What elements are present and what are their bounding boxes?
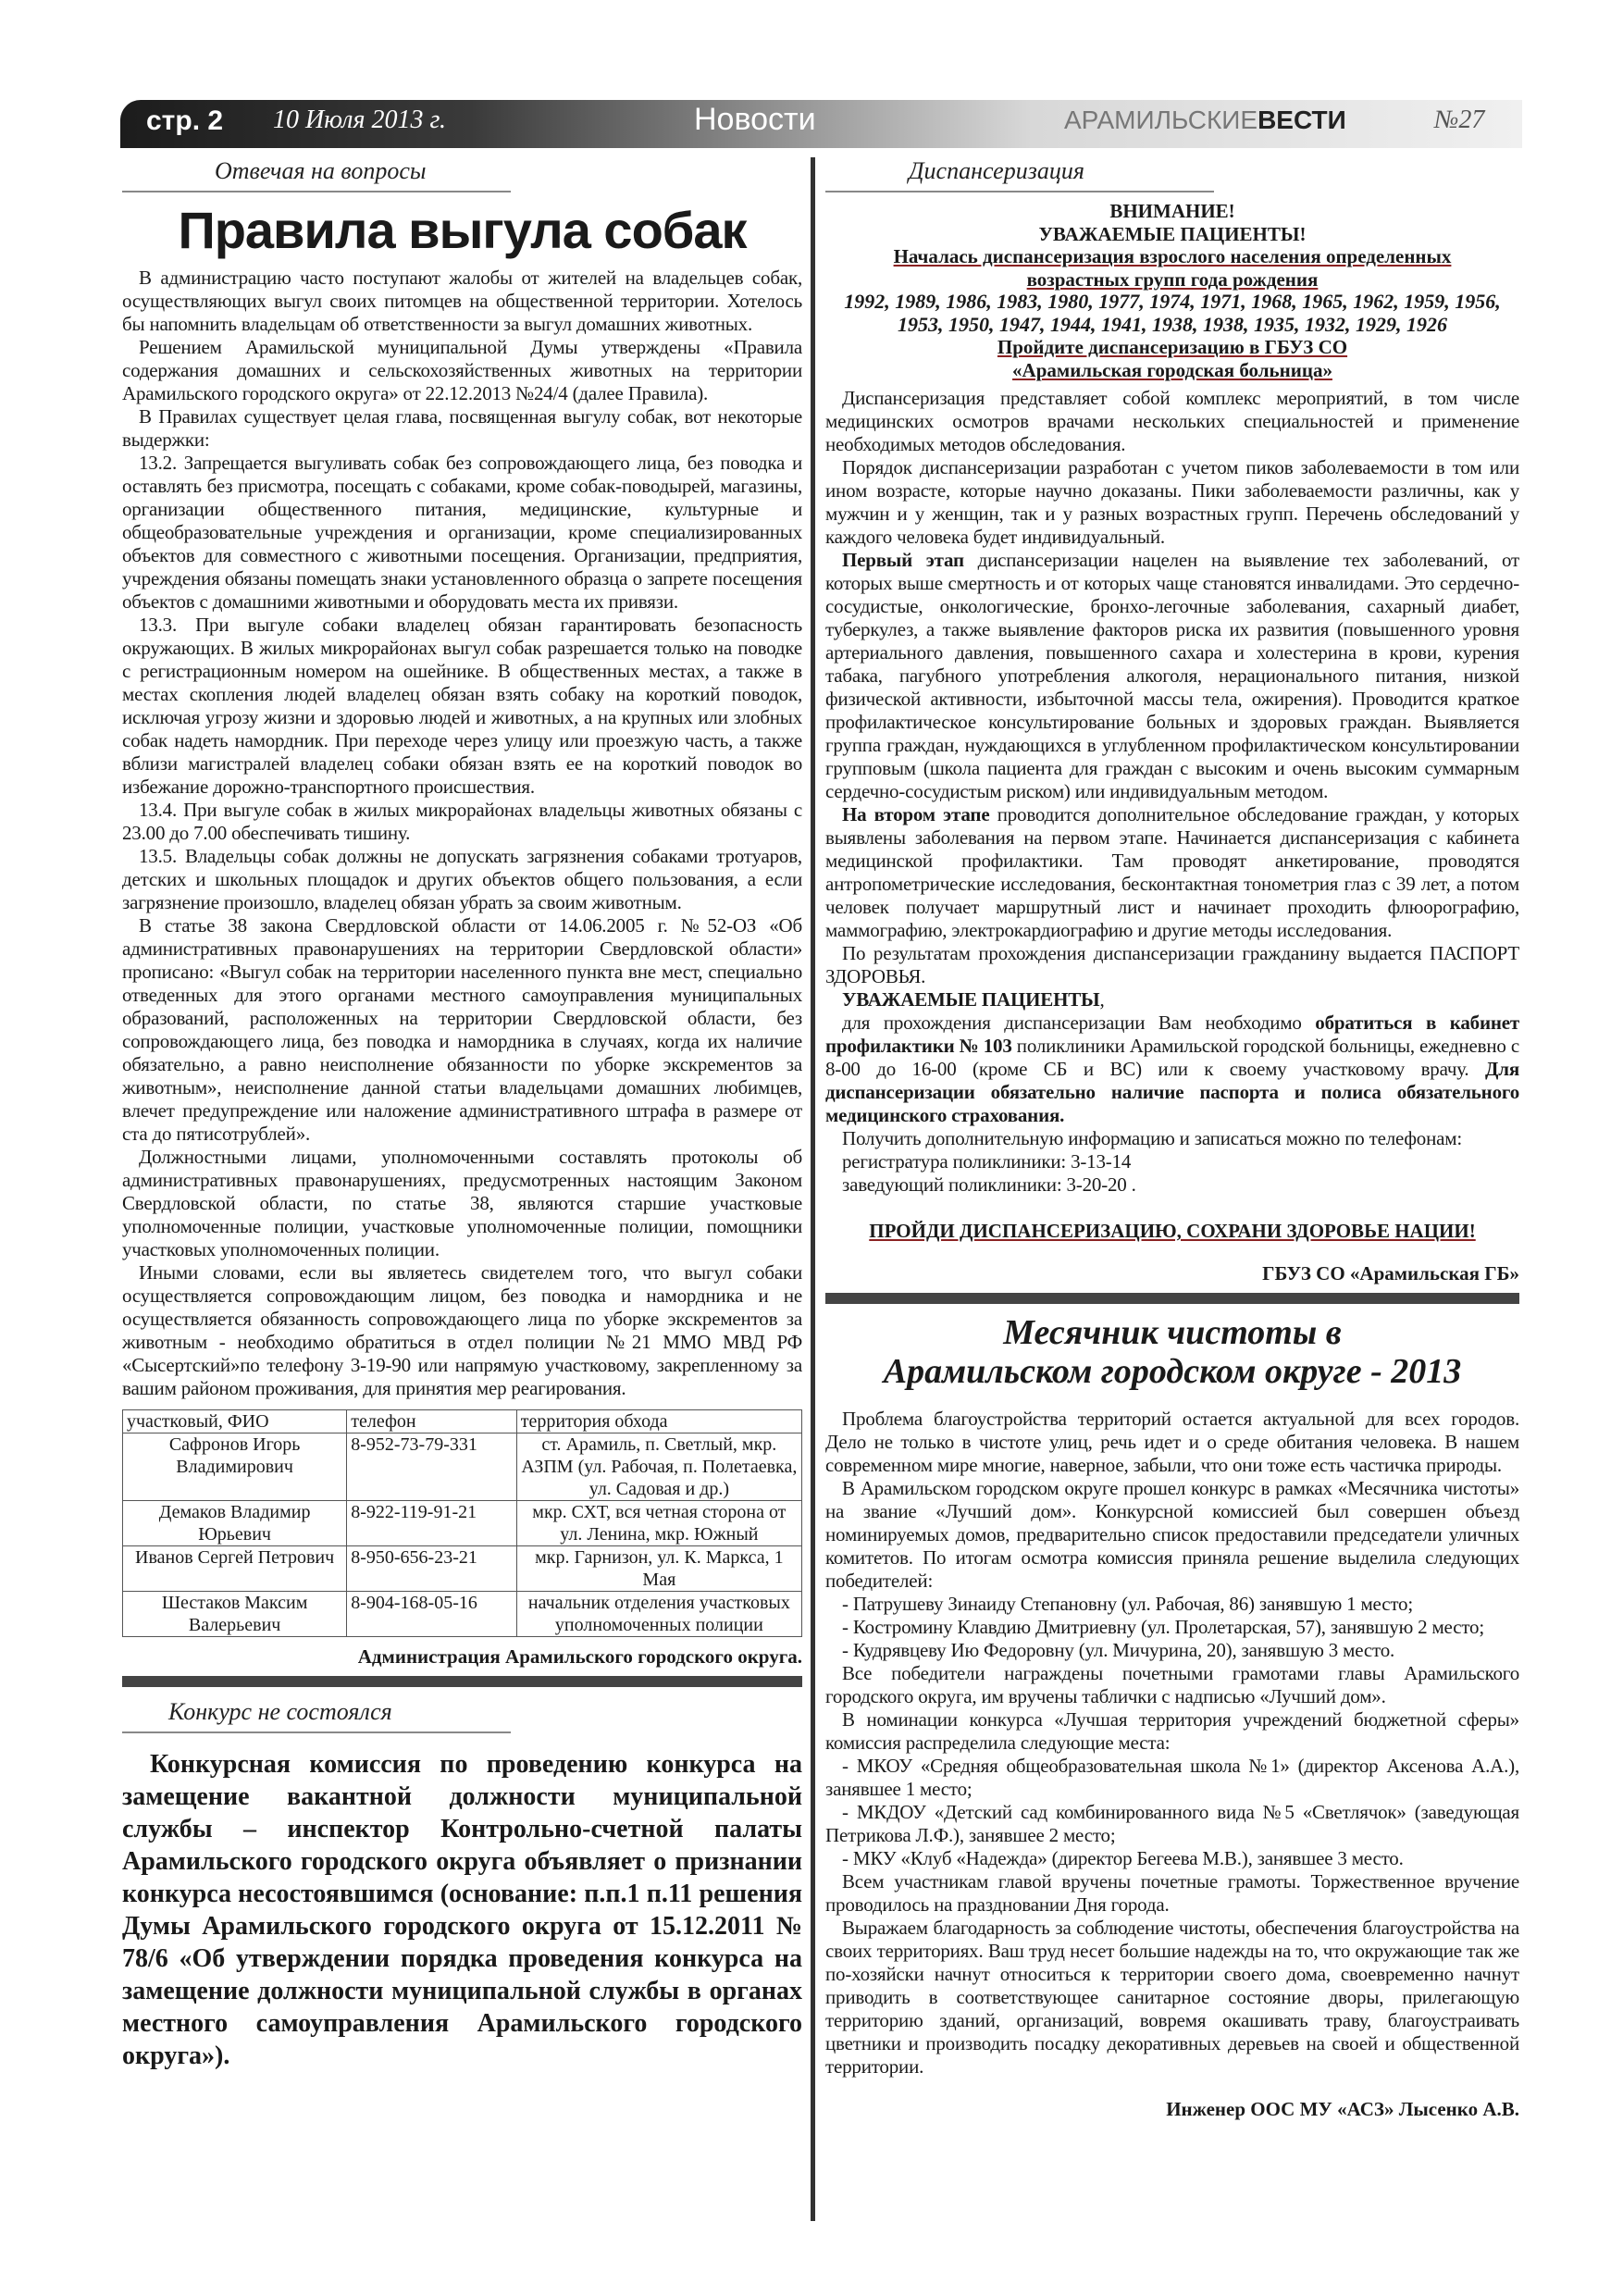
- paragraph: В Арамильском городском округе прошел конкурс в рамках «Месячника чистоты» на звание «Лучший дом». Конкурсной комиссией был совершен объезд номинируемых домов, предварительно список предоставили председатели уличных комитетов. По итогам осмотра комиссия приняла решение выделила следующих победителей:: [825, 1477, 1519, 1592]
- column-header: телефон: [347, 1410, 517, 1433]
- officer-name: Шестаков Максим Валерьевич: [123, 1592, 347, 1637]
- paragraph: Решением Арамильской муниципальной Думы утверждены «Правила содержания домашних и сельскохозяйственных животных на территории Арамильского городского округа» от 22.12.2013 №24/4 (далее Правила).: [122, 336, 802, 404]
- contest-announcement: [122, 1748, 802, 2072]
- section-bar: [122, 1676, 802, 1687]
- rubric-dogs: Отвечая на вопросы: [215, 157, 427, 184]
- paragraph: - МКУ «Клуб «Надежда» (директор Бегеева М.В.), занявшее 3 место.: [842, 1847, 1404, 1869]
- text-run: проводится дополнительное обследование граждан, у которых выявлены заболевания на первом этапе. Начинается диспансеризация с кабинета медицинской профилактики. Там проводят анкетирование, проводятся антропометрические исследования, бесконтактная тонометрия глаз с 39 лет, а потом человек получает маршрутный лист и начинает проходить флюорографию, маммографию, электрокардиографию и другие методы исследования.: [825, 803, 1519, 941]
- paragraph: - МКОУ «Средняя общеобразовательная школа №1» (директор Аксенова А.А.), занявшее 1 место;: [825, 1755, 1519, 1800]
- officer-phone: 8-904-168-05-16: [347, 1592, 517, 1637]
- page-header: [120, 100, 1522, 148]
- newspaper-logo: [1064, 105, 1346, 135]
- paragraph: 13.3. При выгуле собаки владелец обязан гарантировать безопасность окружающих. В жилых микрорайонах выгул собак разрешается только на поводке с регистрационным номером на ошейнике. В общественных местах, а также в местах скопления людей владелец обязан взять собаку на короткий поводок, исключая угрозу жизни и здоровью людей и животных, а на крупных или злобных собак надеть намордник. При переходе через улицу или проезжую часть, а также вблизи магистралей владелец собаки обязан взять ее на короткий поводок во избежание дорожно-транспортного происшествия.: [122, 614, 802, 798]
- officer-phone: 8-952-73-79-331: [347, 1433, 517, 1501]
- column-header: участковый, ФИО: [123, 1410, 347, 1433]
- officer-name: Сафронов Игорь Владимирович: [123, 1433, 347, 1501]
- notice-attention: ВНИМАНИЕ!: [1109, 200, 1235, 222]
- rubric-rule: [122, 191, 511, 192]
- column-header: территория обхода: [516, 1410, 801, 1433]
- table-row: [123, 1501, 802, 1546]
- officer-territory: мкр. Гарнизон, ул. К. Маркса, 1 Мая: [516, 1546, 801, 1592]
- article-title-cleanliness: [825, 1313, 1519, 1391]
- paragraph: По результатам прохождения диспансеризации гражданину выдается ПАСПОРТ ЗДОРОВЬЯ.: [825, 942, 1519, 987]
- table-row: [123, 1546, 802, 1592]
- paragraph: 13.5. Владельцы собак должны не допускать загрязнения собаками тротуаров, детских и школьных площадок и других объектов общего пользования, а если загрязнение произошло, владелец обязан убрать за своим животным.: [122, 845, 802, 913]
- issue-number: №27: [1434, 105, 1485, 134]
- signature-hospital: ГБУЗ СО «Арамильская ГБ»: [1262, 1262, 1519, 1285]
- signature-engineer: Инженер ООС МУ «АСЗ» Лысенко А.В.: [1166, 2098, 1519, 2120]
- paragraph: [825, 1011, 1519, 1127]
- paragraph: Проблема благоустройства территорий остается актуальной для всех городов. Дело не только в чистоте улиц, речь идет и о среде обитания человека. В нашем современном мире многие, наверное, забыли, что они тоже есть частичка природы.: [825, 1408, 1519, 1476]
- contest-text: Конкурсная комиссия по проведению конкурса на замещение вакантной должности муниципальной службы – инспектор Контрольно-счетной палаты Арамильского городского округа объявляет о признании конкурса несостоявшимся (основание: п.п.1 п.11 решения Думы Арамильского городского округа от 15.12.2011 № 78/6 «Об утверждении порядка проведения конкурса на замещение должности муниципальной службы в органах местного самоуправления Арамильского городского округа»).: [122, 1750, 802, 2070]
- paragraph: [825, 988, 1519, 1011]
- bold-text: УВАЖАЕМЫЕ ПАЦИЕНТЫ: [842, 988, 1100, 1011]
- table-row: [123, 1592, 802, 1637]
- notice-years: 1992, 1989, 1986, 1983, 1980, 1977, 1974, 1971, 1968, 1965, 1962, 1959, 1956, 1953, 1950, 1947, 1944, 1941, 1938, 1938, 1935, 1932, 1929, 1926: [844, 290, 1501, 336]
- officer-phone: 8-950-656-23-21: [347, 1546, 517, 1592]
- rubric-rule: [122, 1731, 511, 1733]
- officer-territory: начальник отделения участковых уполномоченных полиции: [516, 1592, 801, 1637]
- officer-name: Иванов Сергей Петрович: [123, 1546, 347, 1592]
- text-run: ,: [1099, 988, 1105, 1011]
- bold-text: На втором этапе: [842, 803, 990, 825]
- article-body-cleanliness: [825, 1408, 1519, 2079]
- dispensary-notice: [825, 200, 1519, 381]
- right-column: [825, 155, 1519, 2121]
- paragraph: В статье 38 закона Свердловской области от 14.06.2005 г. №52-ОЗ «Об административных правонарушениях на территории Свердловской области» прописано: «Выгул собак на территории населенного пункта вне мест, специально отведенных для этого органами местного самоуправления муниципальных образований, расположенных на территории Свердловской области, без сопровождающего лица, без поводка и намордника в случаях, когда их наличие обязательно, а равно неисполнение обязанности по уборке экскрементов за животным», неисполнение данной статьи владельцами домашних любимцев, влечет предупреждение или наложение административного штрафа в размере от ста до пятисотрублей».: [122, 914, 802, 1145]
- paragraph: [825, 549, 1519, 803]
- paragraph: Все победители награждены почетными грамотами главы Арамильского городского округа, им вручены таблички с надписью «Лучший дом».: [825, 1662, 1519, 1707]
- paragraph: В Правилах существует целая глава, посвященная выгулу собак, вот некоторые выдержки:: [122, 405, 802, 451]
- officer-phone: 8-922-119-91-21: [347, 1501, 517, 1546]
- title-line: Арамильском городском округе - 2013: [883, 1352, 1462, 1391]
- paragraph: 13.4. При выгуле собак в жилых микрорайонах владельцы животных обязаны с 23.00 до 7.00 обеспечивать тишину.: [122, 799, 802, 844]
- paragraph: - Костромину Клавдию Дмитриевну (ул. Пролетарская, 57), занявшую 2 место;: [842, 1616, 1484, 1638]
- left-column: [122, 155, 802, 2072]
- title-line: Месячник чистоты в: [1003, 1313, 1342, 1352]
- issue-date: 10 Июля 2013 г.: [273, 105, 447, 134]
- table-row: [123, 1433, 802, 1501]
- paragraph: Диспансеризация представляет собой комплекс мероприятий, в том числе медицинских осмотров врачами нескольких специальностей и применение необходимых методов обследования.: [825, 387, 1519, 455]
- logo-light: АРАМИЛЬСКИЕ: [1064, 105, 1258, 134]
- bold-text: Первый этап: [842, 549, 964, 571]
- notice-started: Началась диспансеризация взрослого населения определенных возрастных групп года рождения: [893, 245, 1452, 291]
- paragraph: Должностными лицами, уполномоченными составлять протоколы об административных правонарушениях, предусмотренных настоящим Законом Свердловской области, по статье 38, являются старшие участковые уполномоченные полиции, участковые уполномоченные полиции, помощники участковых уполномоченных полиции.: [122, 1146, 802, 1260]
- paragraph: Получить дополнительную информацию и записаться можно по телефонам:: [842, 1127, 1462, 1149]
- notice-hospital: «Арамильская городская больница»: [1012, 358, 1332, 381]
- paragraph: заведующий поликлиники: 3-20-20 .: [842, 1173, 1136, 1196]
- officer-territory: мкр. СХТ, вся четная сторона от ул. Ленина, мкр. Южный: [516, 1501, 801, 1546]
- police-officers-table: [122, 1409, 802, 1637]
- paragraph: Иными словами, если вы являетесь свидетелем того, что выгул собаки осуществляется сопровождающим лицом, без поводка и намордника и не осуществляется обязанность сопровождающего лица по уборке экскрементов за животным - необходимо обратиться в отдел полиции №21 ММО МВД РФ «Сысертский»по телефону 3-19-90 или напрямую участковому, закрепленному за вашим районом проживания, для принятия мер реагирования.: [122, 1261, 802, 1399]
- paragraph: В номинации конкурса «Лучшая территория учреждений бюджетной сферы» комиссия распределила следующие места:: [825, 1708, 1519, 1754]
- article-title-dogs: Правила выгула собак: [178, 201, 747, 259]
- paragraph: - Кудрявцеву Ию Федоровну (ул. Мичурина, 20), занявшую 3 место.: [842, 1639, 1395, 1661]
- text-run: для прохождения диспансеризации Вам необходимо: [842, 1011, 1316, 1034]
- rubric-contest: Конкурс не состоялся: [168, 1698, 392, 1725]
- rubric-rule: [825, 191, 1214, 192]
- text-run: поликлиники Арамильской городской больницы, ежедневно с 8-00 до 16-00 (кроме СБ и ВС) или к своему участковому врачу.: [825, 1035, 1519, 1080]
- text-run: диспансеризации нацелен на выявление тех заболеваний, от которых выше смертность и от которых чаще становятся инвалидами. Это сердечно-сосудистые, онкологические, бронхо-легочные заболевания, сахарный диабет, туберкулез, а также выявление факторов риска их развития (повышенного уровня артериального давления, повышенного сахара и холестерина в крови, курения табака, пагубного употребления алкоголя, нерационального питания, низкой физической активности, избыточной массы тела, ожирения). Проводится краткое профилактическое консультирование больных и здоровых граждан. Выявляется группа граждан, нуждающихся в углубленном профилактическом консультировании групповым (школа пациента для граждан с высоким и очень высоким суммарным сердечно-сосудистым риском) или индивидуальным методом.: [825, 549, 1519, 802]
- paragraph: В администрацию часто поступают жалобы от жителей на владельцев собак, осуществляющих выгул своих питомцев на общественной территории. Хотелось бы напомнить владельцам об ответственности за выгул домашних животных.: [122, 267, 802, 335]
- article-body-dispensary: [825, 387, 1519, 1197]
- paragraph: Порядок диспансеризации разработан с учетом пиков заболеваемости в том или ином возрасте, которые научно доказаны. Пики заболеваемости различны, как у мужчин и у женщин, так и у разных возрастных групп. Перечень обследований у каждого человека будет индивидуальный.: [825, 456, 1519, 548]
- paragraph: - Патрушеву Зинаиду Степановну (ул. Рабочая, 86) занявшую 1 место;: [842, 1593, 1413, 1615]
- rubric-dispensary: Диспансеризация: [909, 157, 1084, 184]
- notice-visit: Пройдите диспансеризацию в ГБУЗ СО: [997, 336, 1348, 358]
- bold-text: Для диспансеризации обязательно наличие паспорта и полиса обязательного медицинского страхования.: [825, 1058, 1519, 1126]
- logo-bold: ВЕСТИ: [1258, 105, 1346, 134]
- section-title: Новости: [694, 102, 816, 137]
- section-bar: [825, 1293, 1519, 1304]
- notice-patients: УВАЖАЕМЫЕ ПАЦИЕНТЫ!: [1038, 222, 1307, 245]
- officer-name: Демаков Владимир Юрьевич: [123, 1501, 347, 1546]
- paragraph: - МКДОУ «Детский сад комбинированного вида №5 «Светлячок» (заведующая Петрикова Л.Ф.), занявшее 2 место;: [825, 1801, 1519, 1846]
- bold-text: обратиться в кабинет профилактики № 103: [825, 1011, 1519, 1057]
- page-number: стр. 2: [146, 105, 224, 136]
- table-header-row: [123, 1410, 802, 1433]
- dispensary-slogan: ПРОЙДИ ДИСПАНСЕРИЗАЦИЮ, СОХРАНИ ЗДОРОВЬЕ НАЦИИ!: [869, 1220, 1476, 1242]
- signature-administration: Администрация Арамильского городского округа.: [357, 1645, 802, 1668]
- paragraph: Всем участникам главой вручены почетные грамоты. Торжественное вручение проводилось на праздновании Дня города.: [825, 1870, 1519, 1916]
- column-divider: [811, 157, 815, 2221]
- paragraph: Выражаем благодарность за соблюдение чистоты, обеспечения благоустройства на своих территориях. Ваш труд несет большие надежды на то, что окружающие так же по-хозяйски начнут относиться к территории своего дома, своевременно начнут приводить в соответствующее санитарное состояние дворы, прилегающую территорию зданий, организаций, вовремя окашивать траву, благоустраивать цветники и производить посадку декоративных деревьев на своей и общественной территории.: [825, 1917, 1519, 2078]
- article-body-dogs: [122, 267, 802, 1400]
- paragraph: 13.2. Запрещается выгуливать собак без сопровождающего лица, без поводка и оставлять без присмотра, посещать с собаками, кроме собак-поводырей, магазины, организации общественного питания, медицинские, культурные и общеобразовательные учреждения и организации, кроме специализированных объектов для совместного с животными посещения. Организации, предприятия, учреждения обязаны помещать знаки установленного образца о запрете посещения объектов с домашними животными и оборудовать места их привязи.: [122, 452, 802, 613]
- officer-territory: ст. Арамиль, п. Светлый, мкр. АЗПМ (ул. Рабочая, п. Полетаевка, ул. Садовая и др.): [516, 1433, 801, 1501]
- paragraph: регистратура поликлиники: 3-13-14: [842, 1150, 1132, 1173]
- paragraph: [825, 803, 1519, 942]
